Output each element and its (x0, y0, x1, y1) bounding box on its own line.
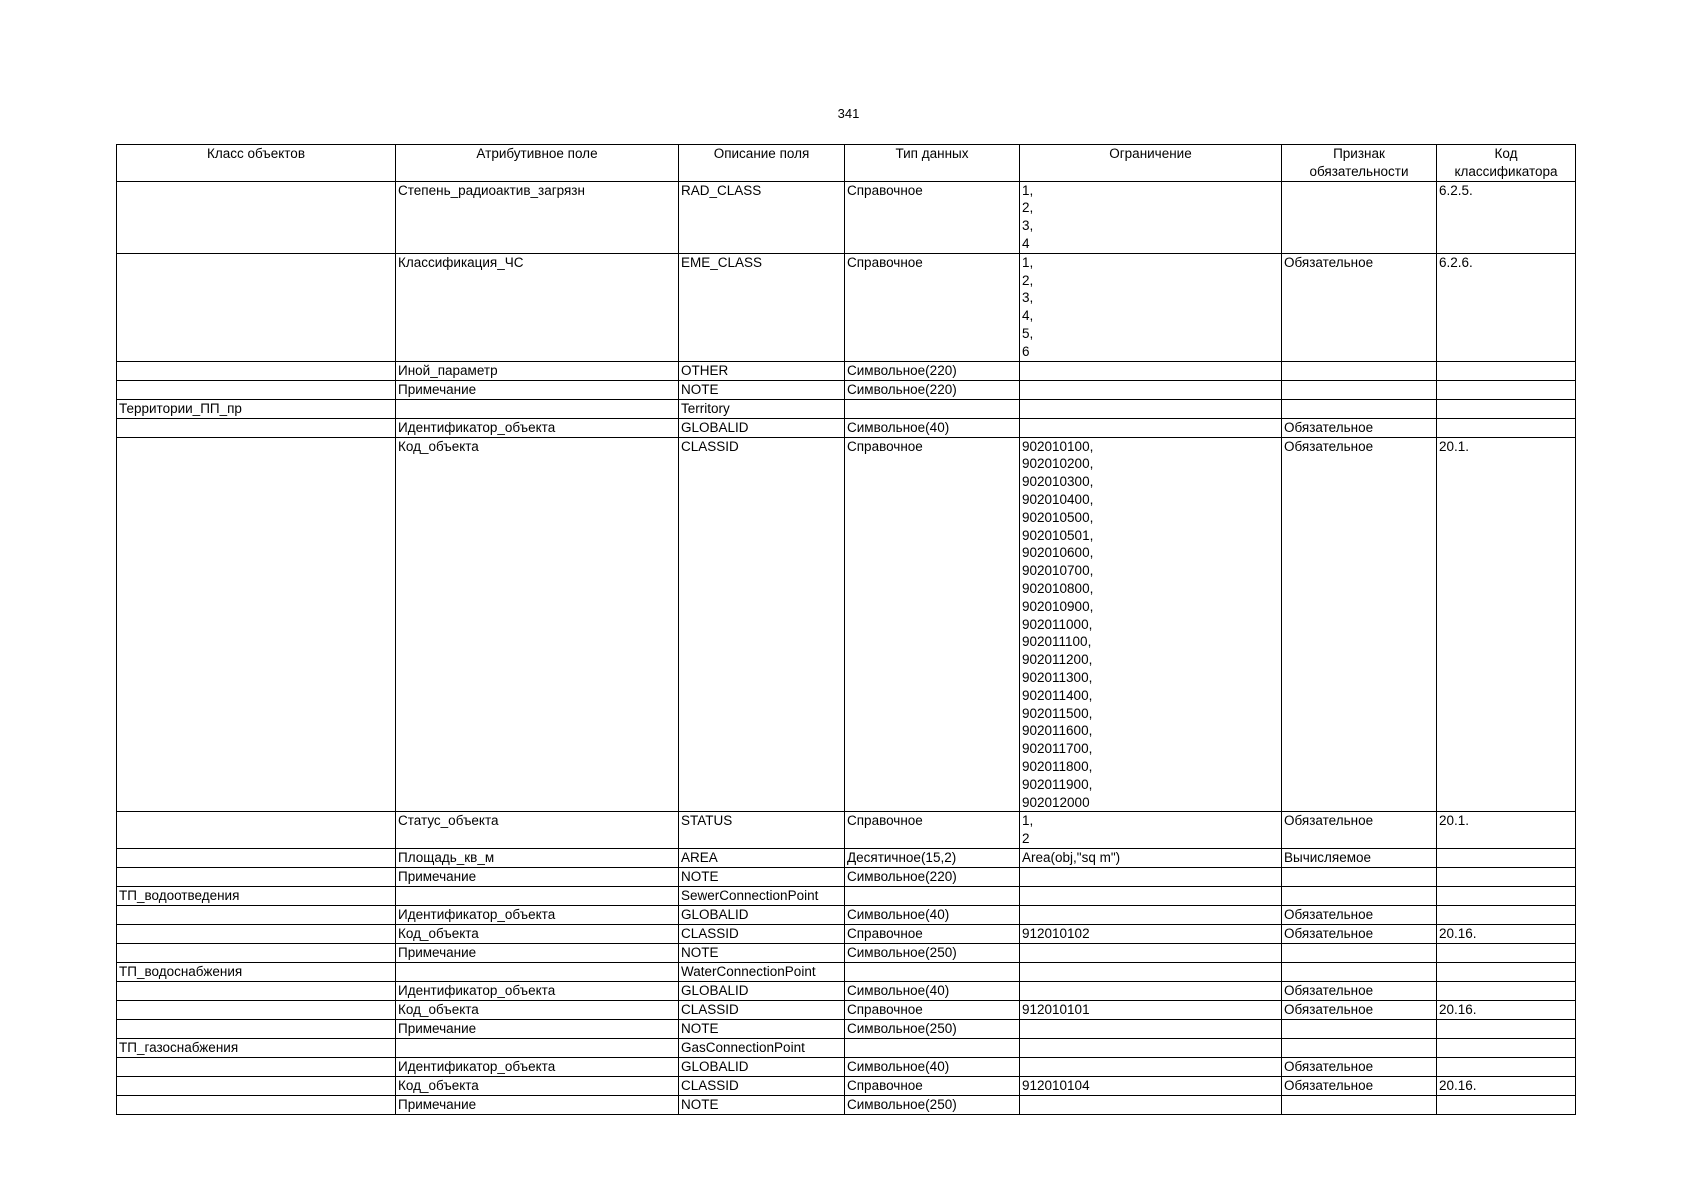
cell-field-description: NOTE (679, 380, 845, 399)
table-row (117, 1057, 1576, 1076)
table-row (117, 361, 1576, 380)
cell-classifier-code (1437, 380, 1576, 399)
table-row (117, 253, 1576, 361)
cell-data-type: Символьное(220) (845, 867, 1020, 886)
table-row (117, 1076, 1576, 1095)
cell-classifier-code: 6.2.6. (1437, 253, 1576, 361)
cell-data-type: Символьное(40) (845, 905, 1020, 924)
cell-required-flag (1282, 361, 1437, 380)
cell-constraint: Area(obj,"sq m") (1020, 848, 1282, 867)
cell-classifier-code (1437, 1057, 1576, 1076)
table-header-row (117, 145, 1576, 182)
cell-classifier-code (1437, 1095, 1576, 1114)
cell-constraint: 902010100, 902010200, 902010300, 902010400, 902010500, 902010501, 902010600, 902010700, 902010800, 902010900, 902011000, 902011100, 902011200, 902011300, 902011400, 902011500, 902011600, 902011700, 902011800, 902011900, 902012000 (1020, 437, 1282, 812)
cell-object-class (117, 812, 396, 849)
cell-required-flag (1282, 886, 1437, 905)
cell-classifier-code: 20.1. (1437, 437, 1576, 812)
cell-object-class (117, 924, 396, 943)
cell-classifier-code (1437, 361, 1576, 380)
table-row (117, 924, 1576, 943)
cell-required-flag: Обязательное (1282, 812, 1437, 849)
cell-attribute-field (396, 1038, 679, 1057)
cell-data-type (845, 962, 1020, 981)
cell-data-type: Символьное(40) (845, 418, 1020, 437)
cell-classifier-code: 20.16. (1437, 1000, 1576, 1019)
cell-object-class (117, 1057, 396, 1076)
cell-required-flag: Обязательное (1282, 1057, 1437, 1076)
cell-constraint (1020, 886, 1282, 905)
cell-attribute-field: Идентификатор_объекта (396, 1057, 679, 1076)
table-row (117, 812, 1576, 849)
cell-attribute-field: Иной_параметр (396, 361, 679, 380)
cell-data-type: Символьное(220) (845, 380, 1020, 399)
cell-required-flag (1282, 380, 1437, 399)
cell-object-class (117, 1019, 396, 1038)
cell-classifier-code (1437, 905, 1576, 924)
cell-field-description: NOTE (679, 867, 845, 886)
cell-attribute-field (396, 962, 679, 981)
cell-attribute-field: Код_объекта (396, 437, 679, 812)
cell-attribute-field: Идентификатор_объекта (396, 418, 679, 437)
cell-attribute-field: Идентификатор_объекта (396, 905, 679, 924)
cell-constraint (1020, 905, 1282, 924)
cell-constraint (1020, 380, 1282, 399)
cell-data-type: Справочное (845, 437, 1020, 812)
cell-object-class (117, 905, 396, 924)
cell-attribute-field: Степень_радиоактив_загрязн (396, 181, 679, 253)
cell-classifier-code (1437, 962, 1576, 981)
cell-classifier-code (1437, 418, 1576, 437)
cell-required-flag (1282, 1095, 1437, 1114)
cell-constraint (1020, 1095, 1282, 1114)
cell-attribute-field (396, 886, 679, 905)
cell-data-type: Справочное (845, 181, 1020, 253)
cell-data-type: Справочное (845, 924, 1020, 943)
cell-classifier-code (1437, 867, 1576, 886)
header-object-class: Класс объектов (117, 145, 396, 182)
cell-data-type: Символьное(220) (845, 361, 1020, 380)
cell-object-class: ТП_газоснабжения (117, 1038, 396, 1057)
cell-object-class: Территории_ПП_пр (117, 399, 396, 418)
cell-data-type: Справочное (845, 812, 1020, 849)
cell-required-flag: Вычисляемое (1282, 848, 1437, 867)
header-data-type: Тип данных (845, 145, 1020, 182)
table-row (117, 905, 1576, 924)
header-constraint: Ограничение (1020, 145, 1282, 182)
cell-object-class (117, 418, 396, 437)
cell-attribute-field: Примечание (396, 1019, 679, 1038)
cell-required-flag: Обязательное (1282, 981, 1437, 1000)
cell-object-class (117, 437, 396, 812)
cell-field-description: OTHER (679, 361, 845, 380)
cell-data-type: Символьное(250) (845, 943, 1020, 962)
cell-field-description: RAD_CLASS (679, 181, 845, 253)
table-row (117, 418, 1576, 437)
header-attribute-field: Атрибутивное поле (396, 145, 679, 182)
header-classifier-code: Код классификатора (1437, 145, 1576, 182)
cell-classifier-code (1437, 1038, 1576, 1057)
cell-attribute-field: Статус_объекта (396, 812, 679, 849)
cell-classifier-code (1437, 399, 1576, 418)
cell-attribute-field: Примечание (396, 380, 679, 399)
cell-data-type (845, 1038, 1020, 1057)
table-row (117, 380, 1576, 399)
cell-object-class (117, 867, 396, 886)
cell-required-flag: Обязательное (1282, 1076, 1437, 1095)
cell-field-description: EME_CLASS (679, 253, 845, 361)
cell-classifier-code (1437, 1019, 1576, 1038)
cell-required-flag (1282, 943, 1437, 962)
cell-object-class (117, 253, 396, 361)
cell-required-flag: Обязательное (1282, 1000, 1437, 1019)
table-row (117, 399, 1576, 418)
cell-constraint (1020, 867, 1282, 886)
cell-field-description: SewerConnectionPoint (679, 886, 845, 905)
cell-attribute-field (396, 399, 679, 418)
cell-field-description: GLOBALID (679, 981, 845, 1000)
cell-field-description: GLOBALID (679, 905, 845, 924)
cell-required-flag: Обязательное (1282, 437, 1437, 812)
cell-attribute-field: Код_объекта (396, 1076, 679, 1095)
cell-constraint (1020, 1038, 1282, 1057)
table-row (117, 1038, 1576, 1057)
cell-field-description: AREA (679, 848, 845, 867)
attribute-table (116, 144, 1576, 1115)
cell-required-flag (1282, 867, 1437, 886)
cell-required-flag: Обязательное (1282, 253, 1437, 361)
cell-field-description: STATUS (679, 812, 845, 849)
cell-field-description: GasConnectionPoint (679, 1038, 845, 1057)
cell-field-description: CLASSID (679, 1076, 845, 1095)
cell-field-description: CLASSID (679, 437, 845, 812)
cell-required-flag (1282, 1038, 1437, 1057)
cell-data-type: Символьное(40) (845, 1057, 1020, 1076)
cell-object-class (117, 1076, 396, 1095)
cell-attribute-field: Примечание (396, 943, 679, 962)
cell-constraint: 1, 2 (1020, 812, 1282, 849)
table-row (117, 867, 1576, 886)
table-row (117, 848, 1576, 867)
cell-object-class: ТП_водоснабжения (117, 962, 396, 981)
cell-attribute-field: Примечание (396, 1095, 679, 1114)
header-required-flag: Признак обязательности (1282, 145, 1437, 182)
cell-object-class (117, 380, 396, 399)
cell-data-type: Символьное(250) (845, 1095, 1020, 1114)
cell-required-flag (1282, 181, 1437, 253)
table-row (117, 1095, 1576, 1114)
cell-constraint (1020, 418, 1282, 437)
table-row (117, 886, 1576, 905)
cell-constraint (1020, 981, 1282, 1000)
cell-classifier-code (1437, 848, 1576, 867)
cell-constraint (1020, 1057, 1282, 1076)
cell-classifier-code: 6.2.5. (1437, 181, 1576, 253)
table-row (117, 962, 1576, 981)
cell-classifier-code (1437, 886, 1576, 905)
cell-classifier-code: 20.16. (1437, 924, 1576, 943)
cell-field-description: CLASSID (679, 1000, 845, 1019)
page-number: 341 (837, 106, 860, 121)
cell-object-class: ТП_водоотведения (117, 886, 396, 905)
cell-constraint: 912010102 (1020, 924, 1282, 943)
cell-required-flag: Обязательное (1282, 905, 1437, 924)
table-row (117, 181, 1576, 253)
cell-required-flag (1282, 1019, 1437, 1038)
cell-constraint: 1, 2, 3, 4, 5, 6 (1020, 253, 1282, 361)
cell-classifier-code (1437, 981, 1576, 1000)
cell-attribute-field: Идентификатор_объекта (396, 981, 679, 1000)
cell-constraint: 912010101 (1020, 1000, 1282, 1019)
cell-object-class (117, 848, 396, 867)
table-row (117, 437, 1576, 812)
table-row (117, 943, 1576, 962)
cell-constraint (1020, 1019, 1282, 1038)
cell-classifier-code: 20.1. (1437, 812, 1576, 849)
cell-required-flag (1282, 962, 1437, 981)
cell-data-type (845, 399, 1020, 418)
cell-object-class (117, 943, 396, 962)
cell-field-description: GLOBALID (679, 1057, 845, 1076)
cell-classifier-code: 20.16. (1437, 1076, 1576, 1095)
cell-attribute-field: Примечание (396, 867, 679, 886)
cell-constraint: 1, 2, 3, 4 (1020, 181, 1282, 253)
cell-field-description: Territory (679, 399, 845, 418)
cell-constraint (1020, 943, 1282, 962)
cell-classifier-code (1437, 943, 1576, 962)
cell-object-class (117, 981, 396, 1000)
cell-field-description: CLASSID (679, 924, 845, 943)
cell-data-type: Символьное(40) (845, 981, 1020, 1000)
cell-data-type: Символьное(250) (845, 1019, 1020, 1038)
table-row (117, 1019, 1576, 1038)
cell-attribute-field: Код_объекта (396, 1000, 679, 1019)
cell-data-type: Справочное (845, 1076, 1020, 1095)
cell-attribute-field: Классификация_ЧС (396, 253, 679, 361)
cell-field-description: NOTE (679, 1095, 845, 1114)
cell-required-flag: Обязательное (1282, 418, 1437, 437)
header-field-description: Описание поля (679, 145, 845, 182)
table-row (117, 981, 1576, 1000)
cell-field-description: NOTE (679, 943, 845, 962)
cell-object-class (117, 1095, 396, 1114)
cell-attribute-field: Площадь_кв_м (396, 848, 679, 867)
cell-constraint: 912010104 (1020, 1076, 1282, 1095)
cell-data-type: Справочное (845, 1000, 1020, 1019)
cell-data-type: Справочное (845, 253, 1020, 361)
cell-required-flag (1282, 399, 1437, 418)
cell-attribute-field: Код_объекта (396, 924, 679, 943)
cell-constraint (1020, 361, 1282, 380)
cell-field-description: NOTE (679, 1019, 845, 1038)
cell-field-description: GLOBALID (679, 418, 845, 437)
cell-constraint (1020, 399, 1282, 418)
table-row (117, 1000, 1576, 1019)
cell-data-type: Десятичное(15,2) (845, 848, 1020, 867)
table-body (117, 181, 1576, 1114)
cell-data-type (845, 886, 1020, 905)
cell-object-class (117, 1000, 396, 1019)
cell-object-class (117, 361, 396, 380)
cell-field-description: WaterConnectionPoint (679, 962, 845, 981)
cell-required-flag: Обязательное (1282, 924, 1437, 943)
cell-constraint (1020, 962, 1282, 981)
cell-object-class (117, 181, 396, 253)
